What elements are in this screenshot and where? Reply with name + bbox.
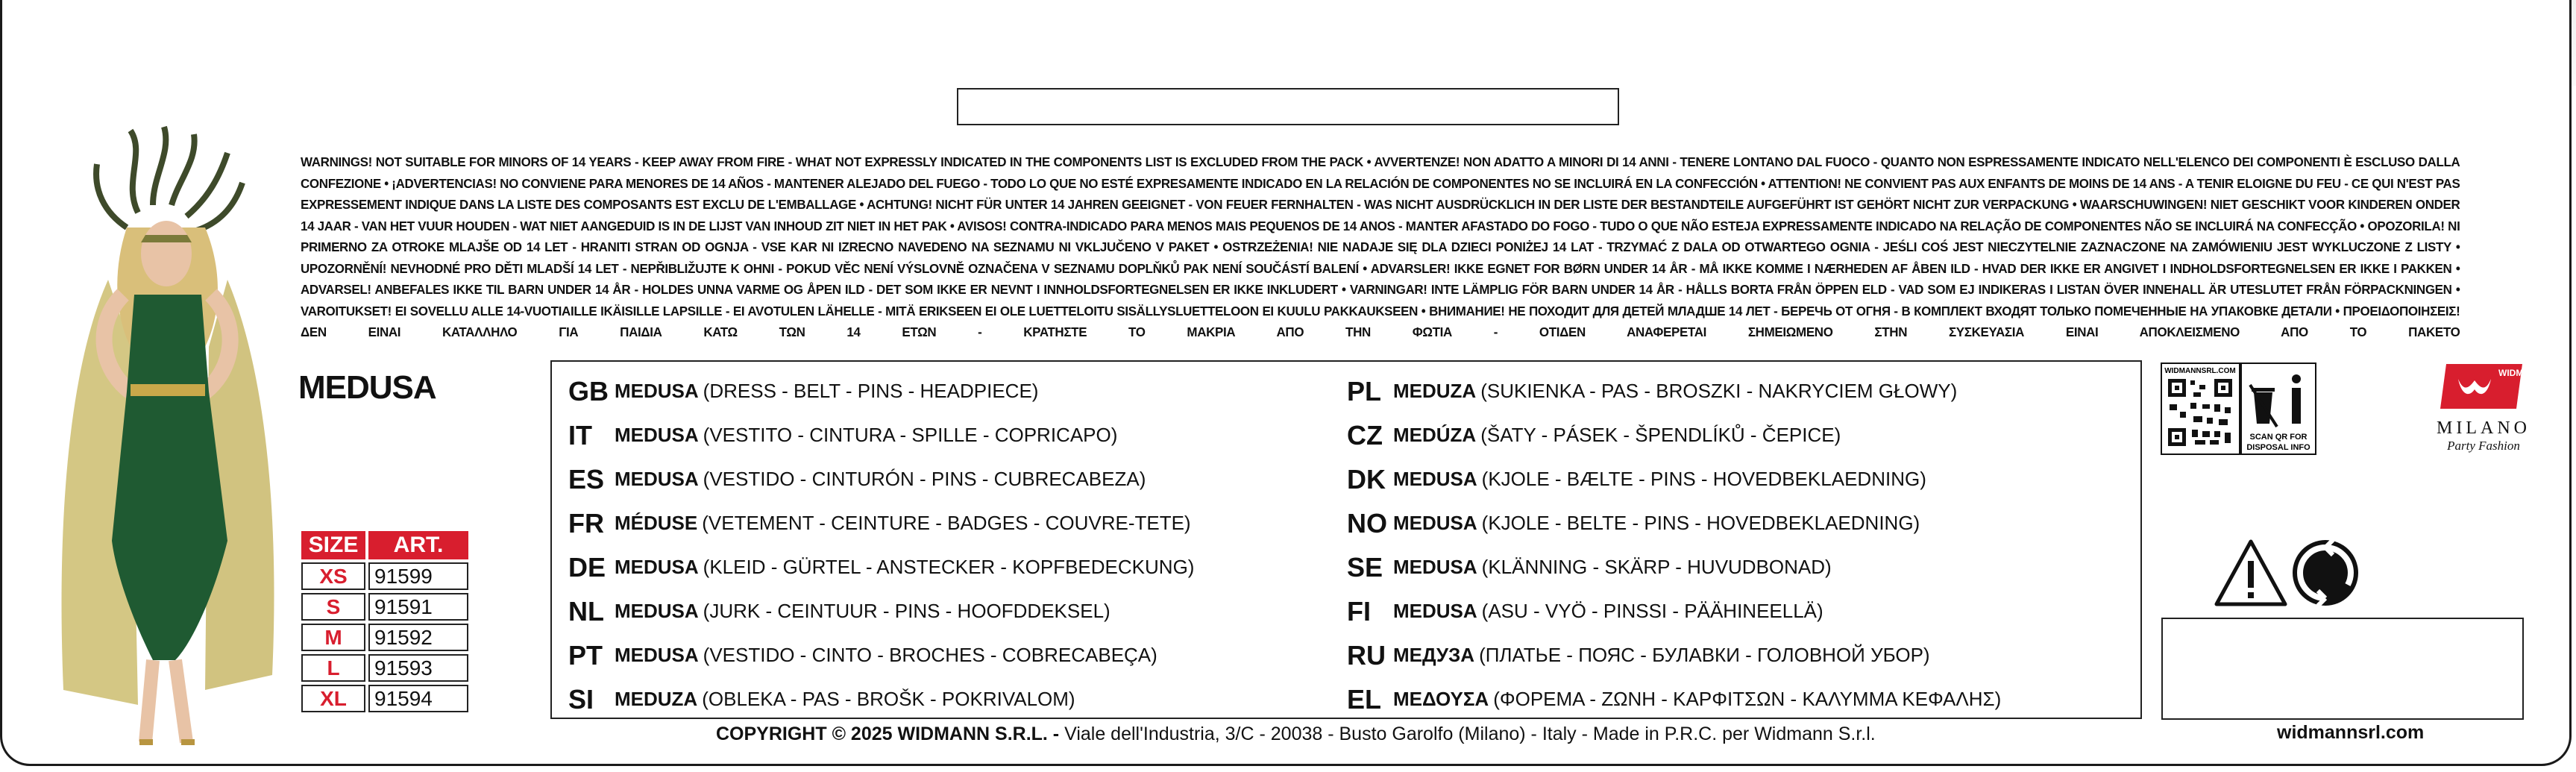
components-list: (VESTIDO - CINTURÓN - PINS - CUBRECABEZA) <box>703 468 1146 490</box>
language-code: DK <box>1347 463 1386 495</box>
language-code: PL <box>1347 375 1382 407</box>
components-list: (VESTITO - CINTURA - SPILLE - COPRICAPO) <box>703 424 1118 446</box>
size-cell: L <box>301 654 365 682</box>
table-row <box>301 593 468 621</box>
product-name: MEDUSA <box>615 424 699 446</box>
language-row <box>568 633 1194 677</box>
language-code: ES <box>568 463 605 495</box>
language-code: NL <box>568 595 604 627</box>
table-row <box>301 562 468 590</box>
product-name: MEDUSA <box>615 380 699 402</box>
components-list: (KLÄNNING - SKÄRP - HUVUDBONAD) <box>1481 556 1832 578</box>
copyright-line <box>716 724 1876 745</box>
medusa-costume-photo <box>41 123 295 757</box>
language-code: PT <box>568 639 603 671</box>
symbols-group <box>2214 537 2363 612</box>
language-code: SE <box>1347 551 1383 583</box>
barcode-placeholder-box <box>957 88 1619 125</box>
components-list: (SUKIENKA - PAS - BROSZKI - NAKRYCIEM GŁOWY) <box>1480 380 1958 402</box>
components-list: (OBLEKA - PAS - BROŠK - POKRIVALOM) <box>702 688 1075 710</box>
language-column-left <box>568 369 1194 721</box>
product-name: MEDUSA <box>1393 600 1477 622</box>
article-header: ART. <box>368 531 468 559</box>
components-list: (KJOLE - BELTE - PINS - HOVEDBEKLAEDNING) <box>1481 512 1920 534</box>
language-row <box>568 677 1194 721</box>
size-cell: XS <box>301 562 365 590</box>
components-list: (ΦΟΡΕΜΑ - ΖΩΝΗ - ΚΑΡΦΙΤΣΩΝ - ΚΑΛΥΜΜΑ ΚΕΦΑΛΗΣ) <box>1493 688 2002 710</box>
language-code: CZ <box>1347 419 1383 451</box>
size-cell: S <box>301 593 365 621</box>
language-code: SI <box>568 683 594 715</box>
product-name: MEDUZA <box>1393 380 1477 402</box>
warning-triangle-icon <box>2217 542 2285 604</box>
green-dot-recycling-icon <box>2293 540 2358 606</box>
components-list: (ASU - VYÖ - PINSSI - PÄÄHINEELLÄ) <box>1481 600 1823 622</box>
article-cell: 91594 <box>368 685 468 712</box>
language-row <box>568 501 1194 545</box>
widmann-logo <box>2431 360 2550 456</box>
disposal-info-icon <box>2250 374 2301 427</box>
language-row <box>568 369 1194 413</box>
blank-info-box <box>2161 618 2524 720</box>
logo-brand: MILANO <box>2437 418 2531 438</box>
article-cell: 91591 <box>368 593 468 621</box>
logo-tagline: Party Fashion <box>2447 439 2520 453</box>
language-row <box>1347 413 2001 457</box>
language-row <box>1347 369 2001 413</box>
language-code: GB <box>568 375 609 407</box>
product-name: MEDUSA <box>615 600 699 622</box>
size-header: SIZE <box>301 531 365 559</box>
language-row <box>1347 545 2001 589</box>
components-list: (ПЛАТЬЕ - ПОЯС - БУЛАВКИ - ГОЛОВНОЙ УБОР) <box>1479 644 1930 666</box>
product-name: MEDUSA <box>615 468 699 490</box>
copyright-address: Viale dell'Industria, 3/C - 20038 - Busto Garolfo (Milano) - Italy - Made in P.R.C. per Widmann S.r.l. <box>1064 724 1876 744</box>
product-name: MEDÚZA <box>1393 424 1477 446</box>
language-components-box <box>550 360 2142 719</box>
language-row <box>568 589 1194 633</box>
language-column-right <box>1347 369 2001 721</box>
language-code: FR <box>568 507 604 539</box>
website-url: widmannsrl.com <box>2277 722 2425 743</box>
product-name: MÉDUSE <box>615 512 698 534</box>
widmann-logo-icon <box>2439 360 2550 413</box>
language-row <box>1347 501 2001 545</box>
product-name: MEDUSA <box>615 644 699 666</box>
size-cell: XL <box>301 685 365 712</box>
language-code: EL <box>1347 683 1382 715</box>
product-name: MEDUSA <box>1393 512 1477 534</box>
components-list: (JURK - CEINTUUR - PINS - HOOFDDEKSEL) <box>703 600 1110 622</box>
product-name: MEDUSA <box>1393 468 1477 490</box>
article-cell: 91599 <box>368 562 468 590</box>
table-row <box>301 654 468 682</box>
language-code: RU <box>1347 639 1386 671</box>
qr-top-label: WIDMANNSRL.COM <box>2164 367 2236 375</box>
qr-info-label: SCAN QR FOR <box>2249 433 2308 442</box>
components-list: (ŠATY - PÁSEK - ŠPENDLÍKŮ - ČEPICE) <box>1480 424 1841 446</box>
article-cell: 91593 <box>368 654 468 682</box>
product-name: МЕДУЗА <box>1393 644 1475 666</box>
language-row <box>568 545 1194 589</box>
language-row <box>1347 457 2001 501</box>
language-row <box>1347 677 2001 721</box>
product-title: MEDUSA <box>298 369 436 406</box>
language-code: DE <box>568 551 606 583</box>
safety-warnings-text: WARNINGS! NOT SUITABLE FOR MINORS OF 14 YEARS - KEEP AWAY FROM FIRE - WHAT NOT EXPRESSLY INDICATED IN THE COMPONENTS LIST IS EXCLUDED FROM THE PACK • AVVERTENZE! NON ADATTO A MINORI DI 14 ANNI - TENERE LONTANO DAL FUOCO - QUANTO NON ESPRESSAMENTE INDICATO NELL'ELENCO DEI COMPONENTI È ESCLUSO DALLA CONFEZIONE • ¡ADVERTENCIAS! NO CONVIENE PARA MENORES DE 14 AÑOS - MANTENER ALEJADO DEL FUEGO - TODO LO QUE NO ESTÉ EXPRESAMENTE INDICADO EN LA RELACIÓN DE COMPONENTES NO SE INCLUIRÁ EN LA CONFECCIÓN • ATTENTION! NE CONVIENT PAS AUX ENFANTS DE MOINS DE 14 ANS - A TENIR ELOIGNE DU FEU - CE QUI N'EST PAS EXPRESSEMENT INDIQUE DANS LA LISTE DES COMPOSANTS EST EXCLU DE L'EMBALLAGE • ACHTUNG! NICHT FÜR UNTER 14 JAHREN GEEIGNET - VON FEUER FERNHALTEN - WAS NICHT AUSDRÜCKLICH IN DER LISTE DER BESTANDTEILE AUFGEFÜHRT IST GEHÖRT NICHT ZUR VERPACKUNG • WAARSCHUWINGEN! NIET GESCHIKT VOOR KINDEREN ONDER 14 JAAR - VAN HET VUUR HOUDEN - WAT NIET AANGEDUID IS IN DE LIJST VAN INHOUD ZIT NIET IN HET PAK • AVISOS! CONTRA-INDICADO PARA MENOS MAIS PEQUENOS DE 14 ANOS - MANTER AFASTADO DO FOGO - TUDO O QUE NÃO ESTEJA EXPRESSAMENTE INDICADO NA RELAÇÃO DE COMPONENTES NÃO SE INCLUIRÁ NA CONFECÇÃO • OPOZORILA! NI PRIMERNO ZA OTROKE MLAJŠE OD 14 LET - HRANITI STRAN OD OGNJA - VSE KAR NI IZRECNO NAVEDENO NA SEZNAMU NI VKLJUČENO V PAKET • OSTRZEŻENIA! NIE NADAJE SIĘ DLA DZIECI PONIŻEJ 14 LAT - TRZYMAĆ Z DALA OD OTWARTEGO OGNIA - JEŚLI COŚ JEST NIECZYTELNIE ZAZNACZONE NA ZAMÓWIENIU JEST WYKLUCZONE Z LISTY • UPOZORNĚNÍ! NEVHODNÉ PRO DĚTI MLADŠÍ 14 LET - NEPŘIBLIŽUJTE K OHNI - POKUD VĚC NENÍ VÝSLOVNĚ OZNAČENA V SEZNAMU DOPLŇKŮ PAK NENÍ SOUČÁSTÍ BALENÍ • ADVARSLER! IKKE EGNET FOR BØRN UNDER 14 ÅR - MÅ IKKE KOMME I NÆRHEDEN AF ÅBEN ILD - HVAD DER IKKE ER ANGIVET I INDHOLDSFORTEGNELSEN ER IKKE I PAKKEN • ADVARSEL! ANBEFALES IKKE TIL BARN UNDER 14 ÅR - HOLDES UNNA VARME OG ÅPEN ILD - DET SOM IKKE ER NEVNT I INNHOLDSFORTEGNELSEN ER IKKE INKLUDERT • VARNINGAR! INTE LÄMPLIG FÖR BARN UNDER 14 ÅR - HÅLLS BORTA FRÅN ÖPPEN ELD - VAD SOM EJ INDIKERAS I LISTAN ÖVER INNEHALL ÄR UTESLUTET FRÅN FÖRPACKNINGEN • VAROITUKSET! EI SOVELLU ALLE 14-VUOTIAILLE IKÄISILLE LAPSILLE - EI AVOTULEN LÄHELLE - MITÄ ERIKSEEN EI OLE LUETTELOITU SISÄLLYSLUETTELOON EI KUULU PAKKAUKSEEN • ВНИМАНИЕ! НЕ ПОХОДИТ ДЛЯ ДЕТЕЙ МЛАДШЕ 14 ЛЕТ - БЕРЕЧЬ ОТ ОГНЯ - В КОМПЛЕКТ ВХОДЯТ ТОЛЬКО ПОМЕЧЕННЫЕ НА УПАКОВКЕ ДЕТАЛИ • ΠΡΟΕΙΔΟΠΟΙΗΣΕΙΣ! ΔΕΝ ΕΙΝΑΙ ΚΑΤΑΛΛΗΛΟ ΓΙΑ ΠΑΙΔΙΑ ΚΑΤΩ ΤΩΝ 14 ΕΤΩΝ - ΚΡΑΤΗΣΤΕ ΤΟ ΜΑΚΡΙΑ ΑΠΟ ΤΗΝ ΦΩΤΙΑ - ΟΤΙΔΕΝ ΑΝΑΦΕΡΕΤΑΙ ΣΗΜΕΙΩΜΕΝΟ ΣΤΗΝ ΣΥΣΚΕΥΑΣΙΑ ΕΙΝΑΙ ΑΠΟΚΛΕΙΣΜΕΝΟ ΑΠΟ ΤΟ ΠΑΚΕΤΟ <box>301 154 2460 339</box>
language-row <box>568 457 1194 501</box>
components-list: (DRESS - BELT - PINS - HEADPIECE) <box>703 380 1039 402</box>
size-cell: M <box>301 624 365 651</box>
product-name: ΜΕΔΟΥΣΑ <box>1393 688 1489 710</box>
language-code: NO <box>1347 507 1387 539</box>
qr-code-icon <box>2168 379 2232 446</box>
language-row <box>1347 589 2001 633</box>
components-list: (KLEID - GÜRTEL - ANSTECKER - KOPFBEDECKUNG) <box>703 556 1195 578</box>
table-row <box>301 624 468 651</box>
product-name: MEDUSA <box>615 556 699 578</box>
components-list: (VESTIDO - CINTO - BROCHES - COBRECABEÇA) <box>703 644 1157 666</box>
language-row <box>1347 633 2001 677</box>
language-code: FI <box>1347 595 1371 627</box>
components-list: (KJOLE - BÆLTE - PINS - HOVEDBEKLAEDNING) <box>1481 468 1926 490</box>
size-table <box>298 528 471 715</box>
language-code: IT <box>568 419 592 451</box>
logo-badge: WIDMANN® <box>2498 368 2550 378</box>
article-cell: 91592 <box>368 624 468 651</box>
qr-info-label: DISPOSAL INFO <box>2246 443 2310 452</box>
product-name: MEDUSA <box>1393 556 1477 578</box>
language-row <box>568 413 1194 457</box>
qr-disposal-block <box>2161 363 2317 455</box>
table-row <box>301 685 468 712</box>
copyright-bold: COPYRIGHT © 2025 WIDMANN S.R.L. - <box>716 724 1060 744</box>
components-list: (VETEMENT - CEINTURE - BADGES - COUVRE-TETE) <box>702 512 1191 534</box>
product-name: MEDUZA <box>615 688 698 710</box>
